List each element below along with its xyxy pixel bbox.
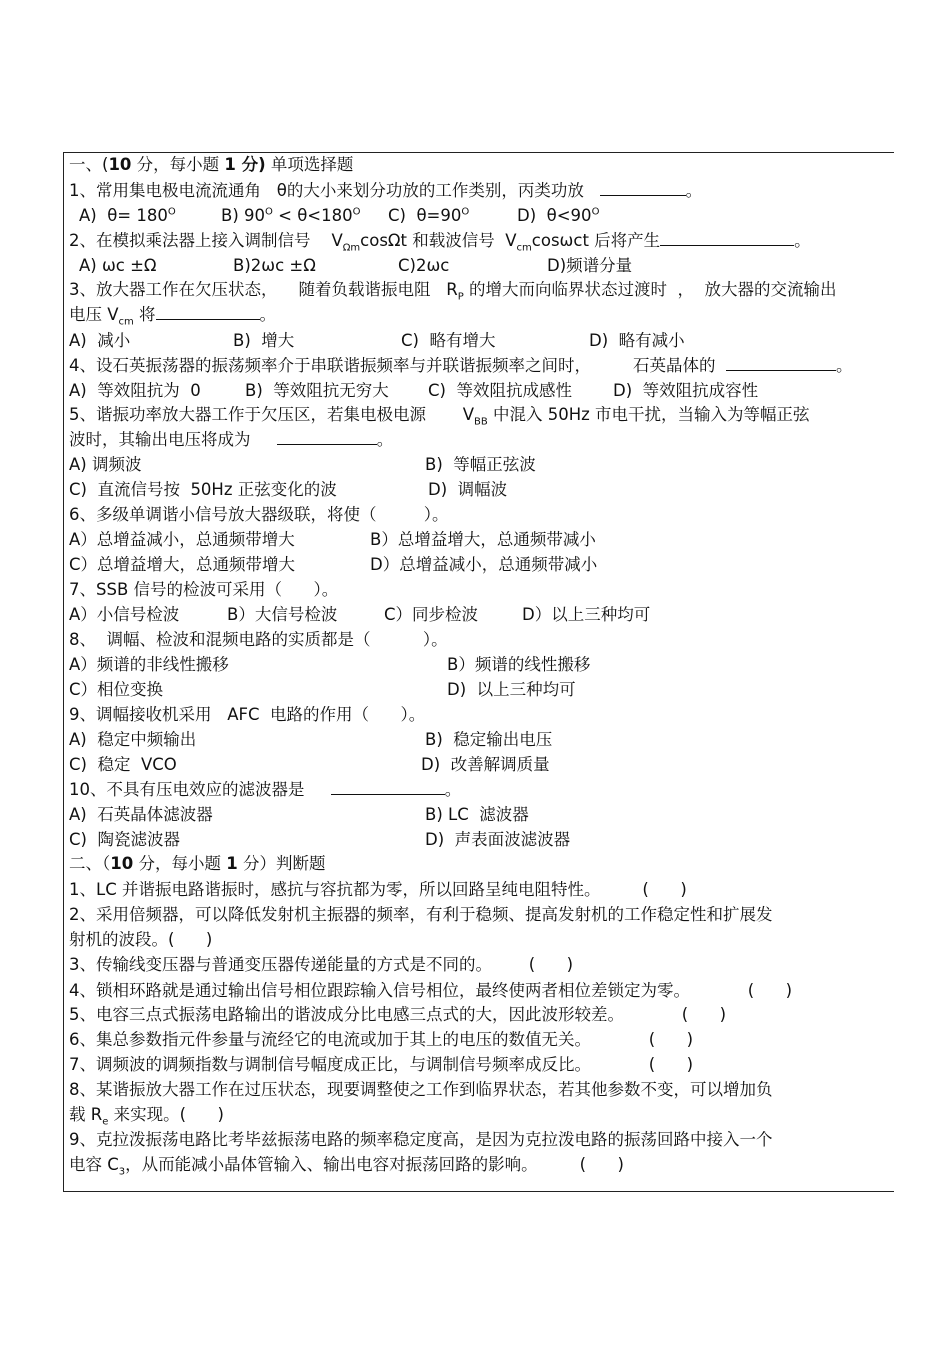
question-4-option-c: C) 等效阻抗成感性	[428, 381, 572, 400]
question-3-stem-line-1: 3、放大器工作在欠压状态， 随着负载谐振电阻 $R_P$ 的增大而向临界状态过渡时 ， 放大器的交流输出	[69, 280, 837, 303]
judgement-8-line-1: 8、某谐振放大器工作在过压状态，现要调整使之工作到临界状态，若其他参数不变，可以增加负	[69, 1080, 773, 1099]
answer-blank	[156, 305, 260, 320]
question-1-option-c: C) $\theta=90^O$	[388, 206, 470, 225]
question-3-option-b: B) 增大	[233, 331, 295, 350]
question-9-option-b: B) 稳定输出电压	[425, 730, 553, 749]
question-7-stem: 7、SSB 信号的检波可采用（ ）。	[69, 580, 339, 599]
judgement-9-line-2: 电容 $C_3$，从而能减小晶体管输入、输出电容对振荡回路的影响。 ( )	[69, 1155, 624, 1178]
question-10-option-b: B) LC 滤波器	[425, 805, 529, 824]
question-10-option-c: C) 陶瓷滤波器	[69, 830, 180, 849]
question-5-option-b: B) 等幅正弦波	[425, 455, 536, 474]
question-8-option-a: A）频谱的非线性搬移	[69, 655, 229, 674]
question-10-option-a: A) 石英晶体滤波器	[69, 805, 213, 824]
answer-blank	[726, 356, 836, 371]
question-3-option-c: C) 略有增大	[401, 331, 496, 350]
question-1-option-b: B) $90^O < \theta<180^O$	[221, 206, 361, 225]
question-6-option-a: A）总增益减小，总通频带增大	[69, 530, 295, 549]
judgement-7: 7、调频波的调频指数与调制信号幅度成正比，与调制信号频率成反比。 ( )	[69, 1055, 694, 1074]
judgement-8-line-2: 载 $R_e$ 来实现。( )	[69, 1105, 224, 1128]
question-4-option-d: D) 等效阻抗成容性	[613, 381, 759, 400]
question-9-option-c: C) 稳定 VCO	[69, 755, 177, 774]
judgement-1: 1、LC 并谐振电路谐振时，感抗与容抗都为零，所以回路呈纯电阻特性。 ( )	[69, 880, 687, 899]
question-9-stem: 9、调幅接收机采用 AFC 电路的作用（ ）。	[69, 705, 426, 724]
question-5-stem-line-2: 波时，其输出电压将成为 。	[69, 430, 394, 449]
question-8-option-b: B）频谱的线性搬移	[447, 655, 591, 674]
question-3-option-d: D) 略有减小	[589, 331, 685, 350]
question-5-option-a: A) 调频波	[69, 455, 142, 474]
question-6-stem: 6、多级单调谐小信号放大器级联，将使（ ）。	[69, 505, 449, 524]
question-9-option-a: A) 稳定中频输出	[69, 730, 197, 749]
question-1-stem: 1、常用集电极电流流通角 θ的大小来划分功放的工作类别，丙类功放 。	[69, 181, 703, 200]
answer-blank	[277, 430, 377, 445]
judgement-3: 3、传输线变压器与普通变压器传递能量的方式是不同的。 ( )	[69, 955, 574, 974]
question-3-option-a: A) 减小	[69, 331, 131, 350]
question-1-option-a: A) $\theta= 180^O$	[79, 206, 176, 225]
judgement-2-line-1: 2、采用倍频器，可以降低发射机主振器的频率，有利于稳频、提高发射机的工作稳定性和扩展发	[69, 905, 773, 924]
question-6-option-d: D）总增益减小，总通频带减小	[370, 555, 598, 574]
question-1-option-d: D) $\theta<90^O$	[517, 206, 600, 225]
question-6-option-b: B）总增益增大，总通频带减小	[370, 530, 596, 549]
question-4-option-b: B) 等效阻抗无穷大	[245, 381, 389, 400]
judgement-6: 6、集总参数指元件参量与流经它的电流或加于其上的电压的数值无关。 ( )	[69, 1030, 694, 1049]
judgement-2-line-2: 射机的波段。( )	[69, 930, 213, 949]
question-10-stem: 10、不具有压电效应的滤波器是 。	[69, 780, 462, 799]
question-4-stem: 4、设石英振荡器的振荡频率介于串联谐振频率与并联谐振频率之间时， 石英晶体的 。	[69, 356, 853, 375]
question-2-option-b: B)2ωc ±Ω	[233, 256, 316, 275]
section1-title: 一、(10 分，每小题 1 分) 单项选择题	[69, 155, 354, 174]
question-2-stem: 2、在模拟乘法器上接入调制信号 $V_{\Omega m}\cos\Omega t$ 和载波信号 $V_{cm}\cos\omega ct$ 后将产生 。	[69, 231, 811, 254]
question-2-option-a: A) ωc ±Ω	[79, 256, 157, 275]
question-2-option-d: D)频谱分量	[547, 256, 633, 275]
question-7-option-d: D）以上三种均可	[522, 605, 651, 624]
question-10-option-d: D) 声表面波滤波器	[425, 830, 571, 849]
judgement-5: 5、电容三点式振荡电路输出的谐波成分比电感三点式的大，因此波形较差。 ( )	[69, 1005, 727, 1024]
section2-title: 二、（10 分，每小题 1 分）判断题	[69, 854, 326, 873]
question-8-option-c: C）相位变换	[69, 680, 164, 699]
answer-blank	[331, 780, 445, 795]
question-5-option-c: C) 直流信号按 50Hz 正弦变化的波	[69, 480, 337, 499]
question-9-option-d: D) 改善解调质量	[421, 755, 550, 774]
answer-blank	[600, 181, 686, 196]
question-6-option-c: C）总增益增大，总通频带增大	[69, 555, 296, 574]
question-7-option-a: A）小信号检波	[69, 605, 180, 624]
answer-blank	[660, 231, 794, 246]
judgement-4: 4、锁相环路就是通过输出信号相位跟踪输入信号相位，最终使两者相位差锁定为零。 ( )	[69, 981, 793, 1000]
question-7-option-c: C）同步检波	[384, 605, 479, 624]
question-3-stem-line-2: 电压 $V_{cm}$ 将 。	[69, 305, 277, 328]
judgement-9-line-1: 9、克拉泼振荡电路比考毕兹振荡电路的频率稳定度高，是因为克拉泼电路的振荡回路中接入一个	[69, 1130, 773, 1149]
question-4-option-a: A) 等效阻抗为 0	[69, 381, 201, 400]
question-2-option-c: C)2ωc	[398, 256, 450, 275]
question-8-stem: 8、 调幅、检波和混频电路的实质都是（ ）。	[69, 630, 448, 649]
question-5-option-d: D) 调幅波	[428, 480, 508, 499]
question-8-option-d: D) 以上三种均可	[447, 680, 576, 699]
question-5-stem-line-1: 5、谐振功率放大器工作于欠压区，若集电极电源 $V_{BB}$ 中混入 50Hz 市电干扰，当输入为等幅正弦	[69, 405, 810, 428]
question-7-option-b: B）大信号检波	[227, 605, 338, 624]
